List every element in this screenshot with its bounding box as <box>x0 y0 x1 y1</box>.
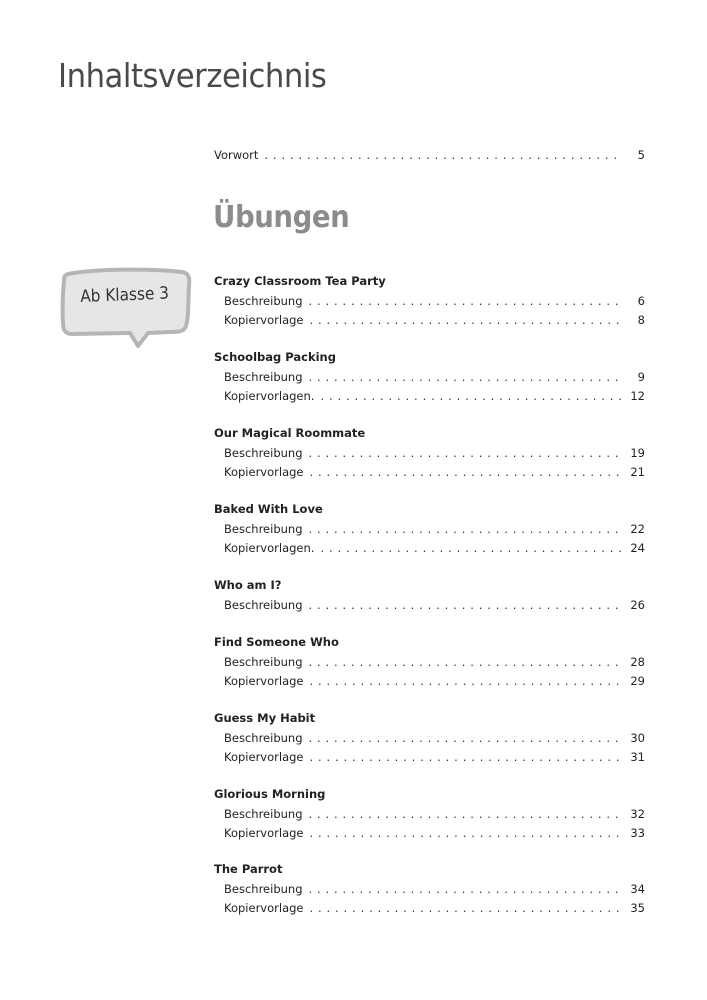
dot-leader <box>309 806 624 822</box>
grade-badge <box>58 266 194 348</box>
toc-page-number: 34 <box>630 882 645 896</box>
toc-page-number: 29 <box>630 674 645 688</box>
exercise-title: Crazy Classroom Tea Party <box>214 274 386 288</box>
toc-entry[interactable] <box>224 388 645 404</box>
dot-leader <box>310 900 624 916</box>
toc-entry-label: Kopiervorlage <box>224 826 304 840</box>
toc-entry-label: Beschreibung <box>224 655 303 669</box>
toc-entry-label: Kopiervorlagen. <box>224 541 315 555</box>
toc-entry[interactable] <box>224 806 645 822</box>
toc-page-number: 32 <box>630 807 645 821</box>
toc-entry[interactable] <box>224 825 645 841</box>
toc-entry-label: Vorwort <box>214 148 259 162</box>
toc-page-number: 22 <box>630 522 645 536</box>
toc-entry[interactable] <box>224 900 645 916</box>
toc-entry[interactable] <box>224 521 645 537</box>
exercise-title: The Parrot <box>214 862 283 876</box>
toc-entry[interactable] <box>224 464 645 480</box>
exercise-title: Baked With Love <box>214 502 323 516</box>
dot-leader <box>310 749 624 765</box>
toc-page-number: 30 <box>630 731 645 745</box>
toc-page-number: 19 <box>630 446 645 460</box>
dot-leader <box>309 521 624 537</box>
toc-entry[interactable] <box>224 730 645 746</box>
toc-page-number: 26 <box>630 598 645 612</box>
dot-leader <box>310 673 624 689</box>
toc-page-number: 8 <box>637 313 645 327</box>
toc-page-number: 24 <box>630 541 645 555</box>
toc-page-number: 35 <box>630 901 645 915</box>
exercise-title: Glorious Morning <box>214 787 326 801</box>
toc-entry-label: Kopiervorlage <box>224 750 304 764</box>
toc-entry-label: Kopiervorlage <box>224 901 304 915</box>
toc-entry-label: Kopiervorlage <box>224 674 304 688</box>
dot-leader <box>309 654 624 670</box>
dot-leader <box>310 312 624 328</box>
exercise-title: Who am I? <box>214 578 282 592</box>
toc-entry[interactable] <box>224 312 645 328</box>
dot-leader <box>309 293 624 309</box>
toc-entry[interactable] <box>224 654 645 670</box>
toc-entry-label: Beschreibung <box>224 446 303 460</box>
dot-leader <box>309 369 624 385</box>
toc-page-number: 5 <box>637 148 645 162</box>
toc-entry[interactable] <box>224 881 645 897</box>
toc-page-number: 33 <box>630 826 645 840</box>
toc-page-number: 28 <box>630 655 645 669</box>
toc-entry-label: Kopiervorlage <box>224 465 304 479</box>
toc-entry[interactable] <box>224 749 645 765</box>
toc-entry-label: Kopiervorlage <box>224 313 304 327</box>
exercise-title: Our Magical Roommate <box>214 426 366 440</box>
dot-leader <box>309 730 624 746</box>
toc-page-number: 12 <box>630 389 645 403</box>
dot-leader <box>320 540 623 556</box>
toc-page-number: 9 <box>637 370 645 384</box>
dot-leader <box>320 388 623 404</box>
dot-leader <box>310 825 624 841</box>
dot-leader <box>310 464 624 480</box>
toc-entry-preface[interactable] <box>214 147 645 163</box>
toc-entry-label: Beschreibung <box>224 807 303 821</box>
exercise-title: Guess My Habit <box>214 711 316 725</box>
toc-entry[interactable] <box>224 597 645 613</box>
toc-entry-label: Kopiervorlagen. <box>224 389 315 403</box>
badge-label: Ab Klasse 3 <box>80 283 170 307</box>
dot-leader <box>264 147 623 163</box>
toc-entry[interactable] <box>224 369 645 385</box>
toc-entry-label: Beschreibung <box>224 598 303 612</box>
dot-leader <box>309 597 624 613</box>
page-title: Inhaltsverzeichnis <box>58 56 327 95</box>
dot-leader <box>309 445 624 461</box>
toc-page-number: 21 <box>630 465 645 479</box>
exercise-title: Find Someone Who <box>214 635 339 649</box>
toc-entry[interactable] <box>224 540 645 556</box>
dot-leader <box>309 881 624 897</box>
toc-entry-label: Beschreibung <box>224 522 303 536</box>
toc-page-number: 6 <box>637 294 645 308</box>
speech-bubble-icon <box>58 266 194 348</box>
toc-entry[interactable] <box>224 673 645 689</box>
toc-entry-label: Beschreibung <box>224 882 303 896</box>
toc-entry-label: Beschreibung <box>224 370 303 384</box>
toc-entry[interactable] <box>224 445 645 461</box>
section-heading: Übungen <box>213 200 350 235</box>
exercise-title: Schoolbag Packing <box>214 350 336 364</box>
toc-entry-label: Beschreibung <box>224 294 303 308</box>
toc-page-number: 31 <box>630 750 645 764</box>
toc-entry[interactable] <box>224 293 645 309</box>
toc-entry-label: Beschreibung <box>224 731 303 745</box>
